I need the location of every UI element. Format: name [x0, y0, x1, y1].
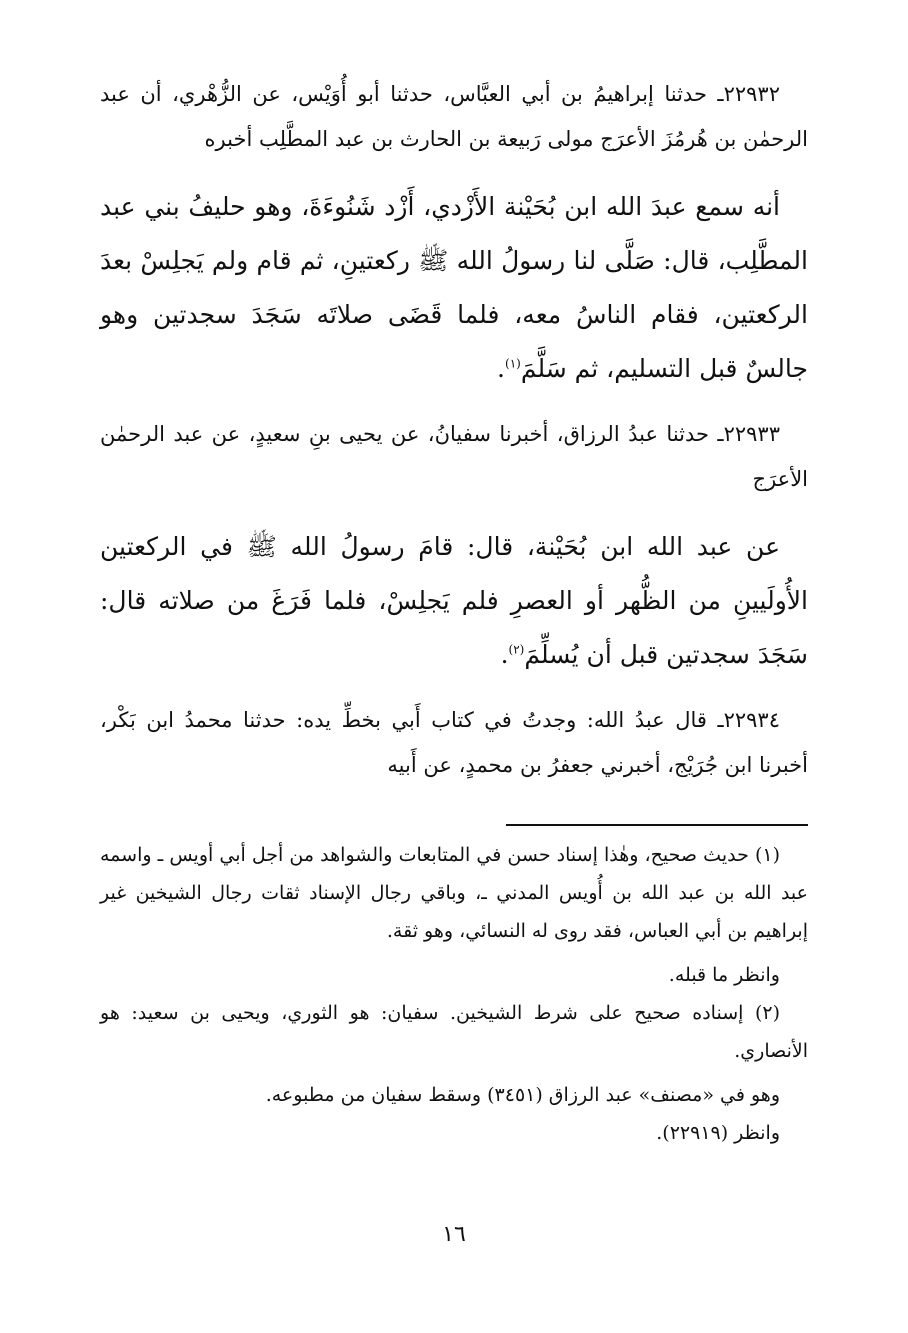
footnote-ref-1: (١): [505, 356, 521, 371]
hadith-22932-text: [100, 180, 808, 396]
footnote-2: (٢) إسناده صحيح على شرط الشيخين. سفيان: هو الثوري، ويحيى بن سعيد: هو الأنصاري.: [100, 1002, 808, 1062]
footnote-2-source: وهو في «مصنف» عبد الرزاق (٣٤٥١) وسقط سفيان من مطبوعه.: [265, 1084, 780, 1106]
hadith-22932-matn: أنه سمع عبدَ الله ابن بُحَيْنة الأَزْدي، أَزْد شَنُوءَةَ، وهو حليفُ بني عبد المطَّلِب، قال: صَلَّى لنا رسولُ الله ﷺ ركعتينِ، ثم قام ولم يَجلِسْ بعدَ الركعتين، فقام الناسُ معه، فلما قَضَى صلاتَه سَجَدَ سجدتين وهو جالسٌ قبل التسليم، ثم سَلَّمَ: [100, 192, 808, 383]
page-number: ١٦: [442, 1222, 466, 1247]
footnote-1: (١) حديث صحيح، وهٰذا إسناد حسن في المتابعات والشواهد من أجل أبي أويس ـ واسمه عبد الله بن عبد الله بن أُويس المدني ـ، وباقي رجال الإسناد ثقات رجال الشيخين غير إبراهيم بن أبي العباس، فقد روى له النسائي، وهو ثقة.: [100, 844, 808, 942]
hadith-22932-chain: ٢٢٩٣٢ـ حدثنا إبراهيمُ بن أبي العبَّاس، حدثنا أبو أُوَيْس، عن الزُّهْري، أن عبد الرحمٰن بن هُرمُزَ الأعرَج مولى رَبيعة بن الحارث بن عبد المطَّلِب أخبره: [100, 82, 808, 151]
footnote-ref-2: (٢): [508, 642, 525, 657]
hadith-22932-end: .: [497, 354, 505, 383]
footnote-2-see-also: وانظر (٢٢٩١٩).: [656, 1122, 780, 1144]
footnote-1-see-also: وانظر ما قبله.: [668, 964, 780, 986]
hadith-22933-matn: عن عبد الله ابن بُحَيْنة، قال: قامَ رسولُ الله ﷺ في الركعتين الأُولَيينِ من الظُّهر أو العصرِ فلم يَجلِسْ، فلما فَرَغَ من صلاته قال: سَجَدَ سجدتين قبل أن يُسلِّمَ: [100, 532, 808, 669]
hadith-22933-chain: ٢٢٩٣٣ـ حدثنا عبدُ الرزاق، أخبرنا سفيانُ، عن يحيى بنِ سعيدٍ، عن عبد الرحمٰن الأعرَج: [100, 422, 808, 491]
hadith-22933-end: .: [500, 640, 509, 669]
footnote-divider: [506, 824, 808, 826]
hadith-22933-text: [100, 520, 808, 682]
hadith-22934-chain: ٢٢٩٣٤ـ قال عبدُ الله: وجدتُ في كتاب أَبي بخطِّ يده: حدثنا محمدُ ابن بَكْر، أخبرنا ابن جُرَيْج، أخبرني جعفرُ بن محمدٍ، عن أَبيه: [100, 708, 808, 777]
